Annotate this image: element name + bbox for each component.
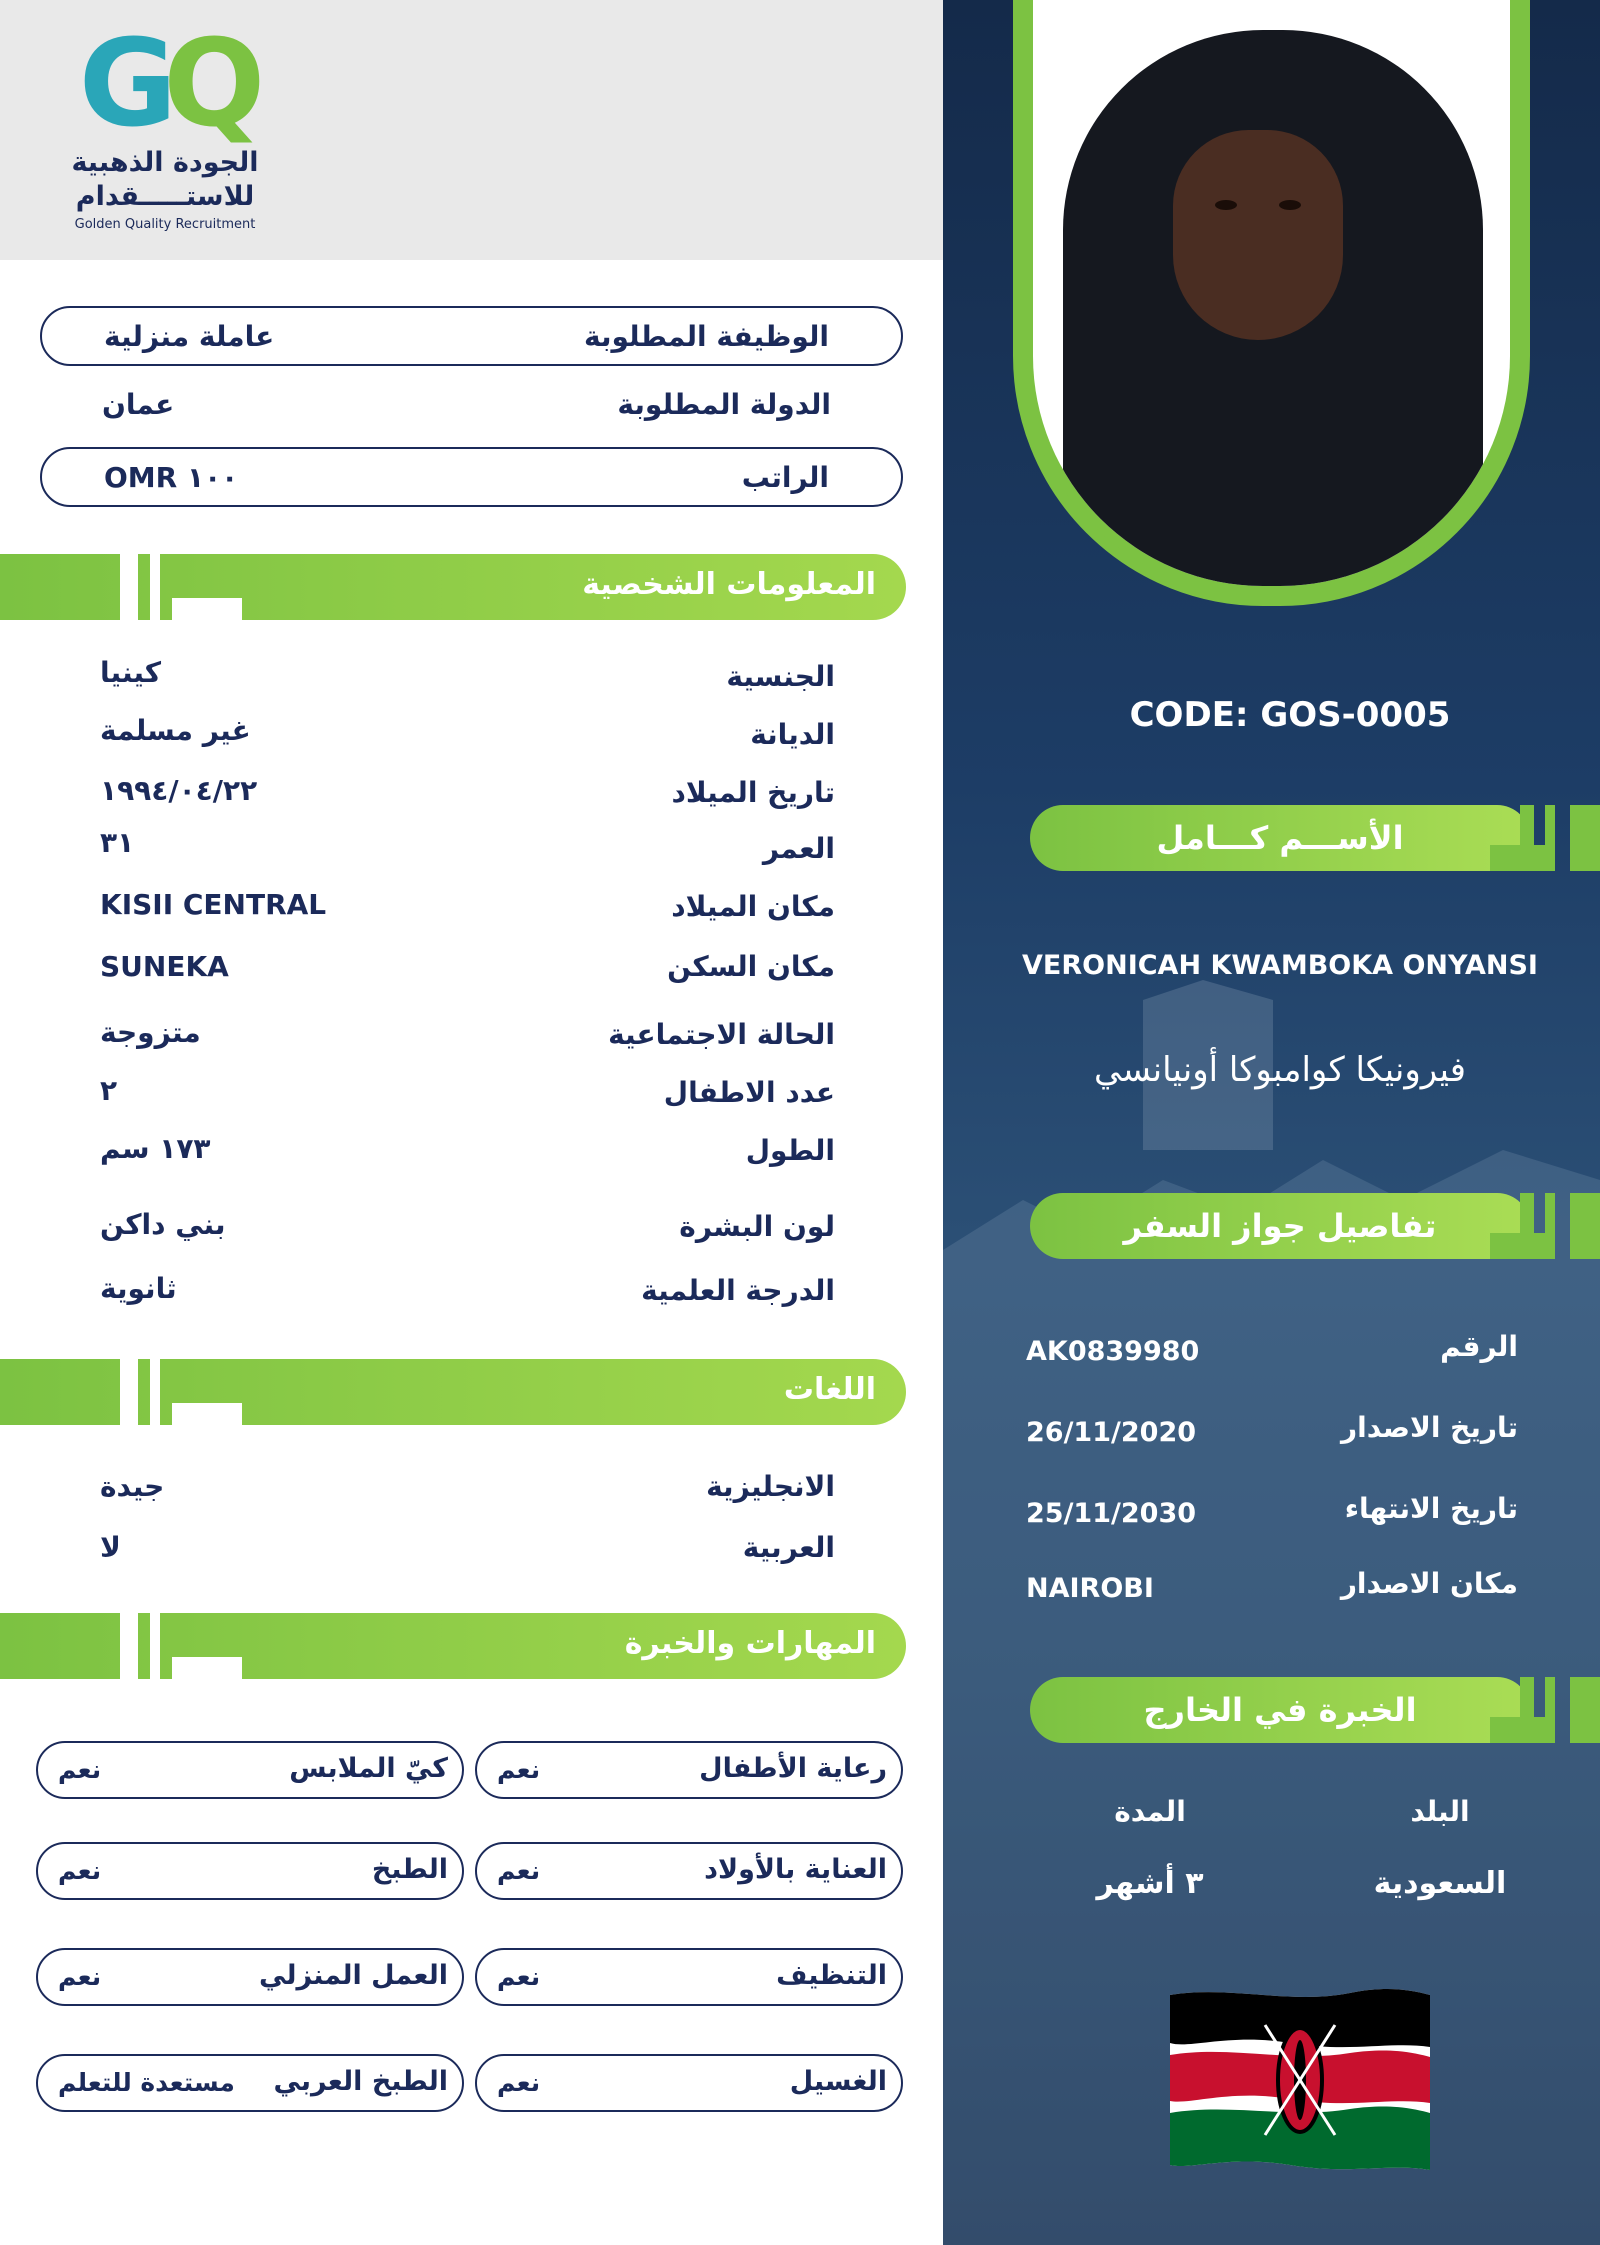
skills-header	[0, 1613, 906, 1679]
skill-label: العناية بالأولاد	[704, 1854, 887, 1885]
name-english: VERONICAH KWAMBOKA ONYANSI	[1022, 950, 1538, 981]
passport-label: الرقم	[1440, 1330, 1518, 1363]
personal-label: عدد الاطفال	[663, 1076, 835, 1109]
experience-country-header: البلد	[1410, 1795, 1470, 1828]
skill-value: مستعدة للتعلم	[58, 2068, 235, 2097]
logo-arabic-line2: للاستـــــقدام	[75, 181, 255, 212]
job-position-value: عاملة منزلية	[104, 320, 275, 353]
candidate-code: CODE: GOS-0005	[1129, 695, 1451, 735]
personal-info-header	[0, 554, 906, 620]
skill-label: كيّ الملابس	[289, 1753, 448, 1784]
skill-pill	[475, 1741, 903, 1799]
languages-header	[0, 1359, 906, 1425]
company-logo	[60, 15, 270, 240]
skill-pill	[36, 1741, 464, 1799]
passport-header-title: تفاصيل جواز السفر	[1030, 1193, 1530, 1259]
personal-label: الديانة	[750, 718, 835, 751]
job-country-label: الدولة المطلوبة	[617, 388, 831, 421]
languages-title: اللغات	[783, 1372, 876, 1407]
passport-value: 26/11/2020	[1026, 1417, 1197, 1448]
personal-label: العمر	[762, 832, 835, 865]
personal-label: الطول	[745, 1134, 835, 1167]
skill-label: الطبخ	[371, 1854, 448, 1885]
experience-duration-header: المدة	[1114, 1795, 1186, 1828]
salary-label: الراتب	[741, 461, 829, 494]
passport-header	[1030, 1193, 1600, 1259]
logo-arabic-line1: الجودة الذهبية	[71, 147, 259, 178]
profile-photo-frame	[1013, 0, 1530, 606]
logo-letter-g: G	[78, 15, 164, 154]
skill-value: نعم	[497, 1755, 541, 1784]
job-position-pill	[40, 306, 903, 366]
skill-label: العمل المنزلي	[259, 1960, 448, 1991]
logo-letter-q: Q	[163, 15, 252, 154]
salary-pill	[40, 447, 903, 507]
job-country-value: عمان	[102, 388, 175, 421]
skill-value: نعم	[58, 1856, 102, 1885]
personal-label: تاريخ الميلاد	[671, 776, 835, 809]
skills-title: المهارات والخبرة	[624, 1626, 876, 1661]
skill-pill	[36, 2054, 464, 2112]
language-label: الانجليزية	[706, 1470, 835, 1503]
skill-label: الغسيل	[789, 2066, 887, 2097]
passport-value: 25/11/2030	[1026, 1498, 1197, 1529]
job-position-label: الوظيفة المطلوبة	[584, 320, 829, 353]
personal-value: كينيا	[100, 656, 162, 689]
skill-pill	[475, 1842, 903, 1900]
experience-country-value: السعودية	[1373, 1866, 1507, 1901]
logo-english: Golden Quality Recruitment	[74, 217, 256, 232]
skill-value: نعم	[58, 1755, 102, 1784]
experience-header	[1030, 1677, 1600, 1743]
personal-value: KISII CENTRAL	[100, 888, 327, 921]
passport-value: AK0839980	[1026, 1336, 1200, 1367]
passport-label: تاريخ الانتهاء	[1344, 1492, 1518, 1525]
skill-value: نعم	[497, 2068, 541, 2097]
personal-value: SUNEKA	[100, 950, 229, 983]
skill-value: نعم	[497, 1962, 541, 1991]
job-country-row	[40, 376, 903, 436]
skill-value: نعم	[497, 1856, 541, 1885]
skill-label: رعاية الأطفال	[699, 1753, 887, 1784]
kenya-flag-icon	[1170, 1985, 1430, 2170]
name-arabic: فيرونيكا كوامبوكا أونيانسي	[1093, 1050, 1467, 1090]
personal-value: ٣١	[100, 826, 135, 859]
salary-value: OMR ١٠٠	[104, 461, 239, 494]
skill-pill	[475, 1948, 903, 2006]
personal-value: غير مسلمة	[100, 714, 251, 747]
language-label: العربية	[742, 1531, 835, 1564]
experience-header-title: الخبرة في الخارج	[1030, 1677, 1530, 1743]
personal-label: لون البشرة	[679, 1210, 835, 1243]
passport-label: تاريخ الاصدار	[1341, 1411, 1518, 1444]
passport-label: مكان الاصدار	[1340, 1567, 1518, 1600]
personal-value: ثانوية	[100, 1272, 177, 1305]
profile-photo	[1033, 0, 1510, 586]
passport-value: NAIROBI	[1026, 1573, 1154, 1604]
personal-label: الجنسية	[726, 660, 835, 693]
experience-duration-value: ٣ أشهر	[1096, 1866, 1204, 1901]
personal-value: بني داكن	[100, 1208, 226, 1241]
personal-label: الحالة الاجتماعية	[608, 1018, 835, 1051]
skill-label: التنظيف	[776, 1960, 887, 1991]
skill-value: نعم	[58, 1962, 102, 1991]
personal-label: مكان السكن	[667, 950, 835, 983]
skill-pill	[475, 2054, 903, 2112]
language-value: لا	[100, 1531, 121, 1564]
name-header	[1030, 805, 1600, 871]
skill-pill	[36, 1842, 464, 1900]
skill-pill	[36, 1948, 464, 2006]
personal-label: مكان الميلاد	[671, 890, 835, 923]
personal-value: متزوجة	[100, 1016, 201, 1049]
personal-label: الدرجة العلمية	[641, 1274, 835, 1307]
personal-info-title: المعلومات الشخصية	[582, 567, 876, 602]
skill-label: الطبخ العربي	[273, 2066, 448, 2097]
personal-value: ١٩٩٤/٠٤/٢٢	[100, 774, 258, 807]
personal-value: ١٧٣ سم	[100, 1132, 211, 1165]
language-value: جيدة	[100, 1470, 165, 1503]
personal-value: ٢	[100, 1074, 118, 1107]
name-header-title: الأســـم كـــامل	[1030, 805, 1530, 871]
